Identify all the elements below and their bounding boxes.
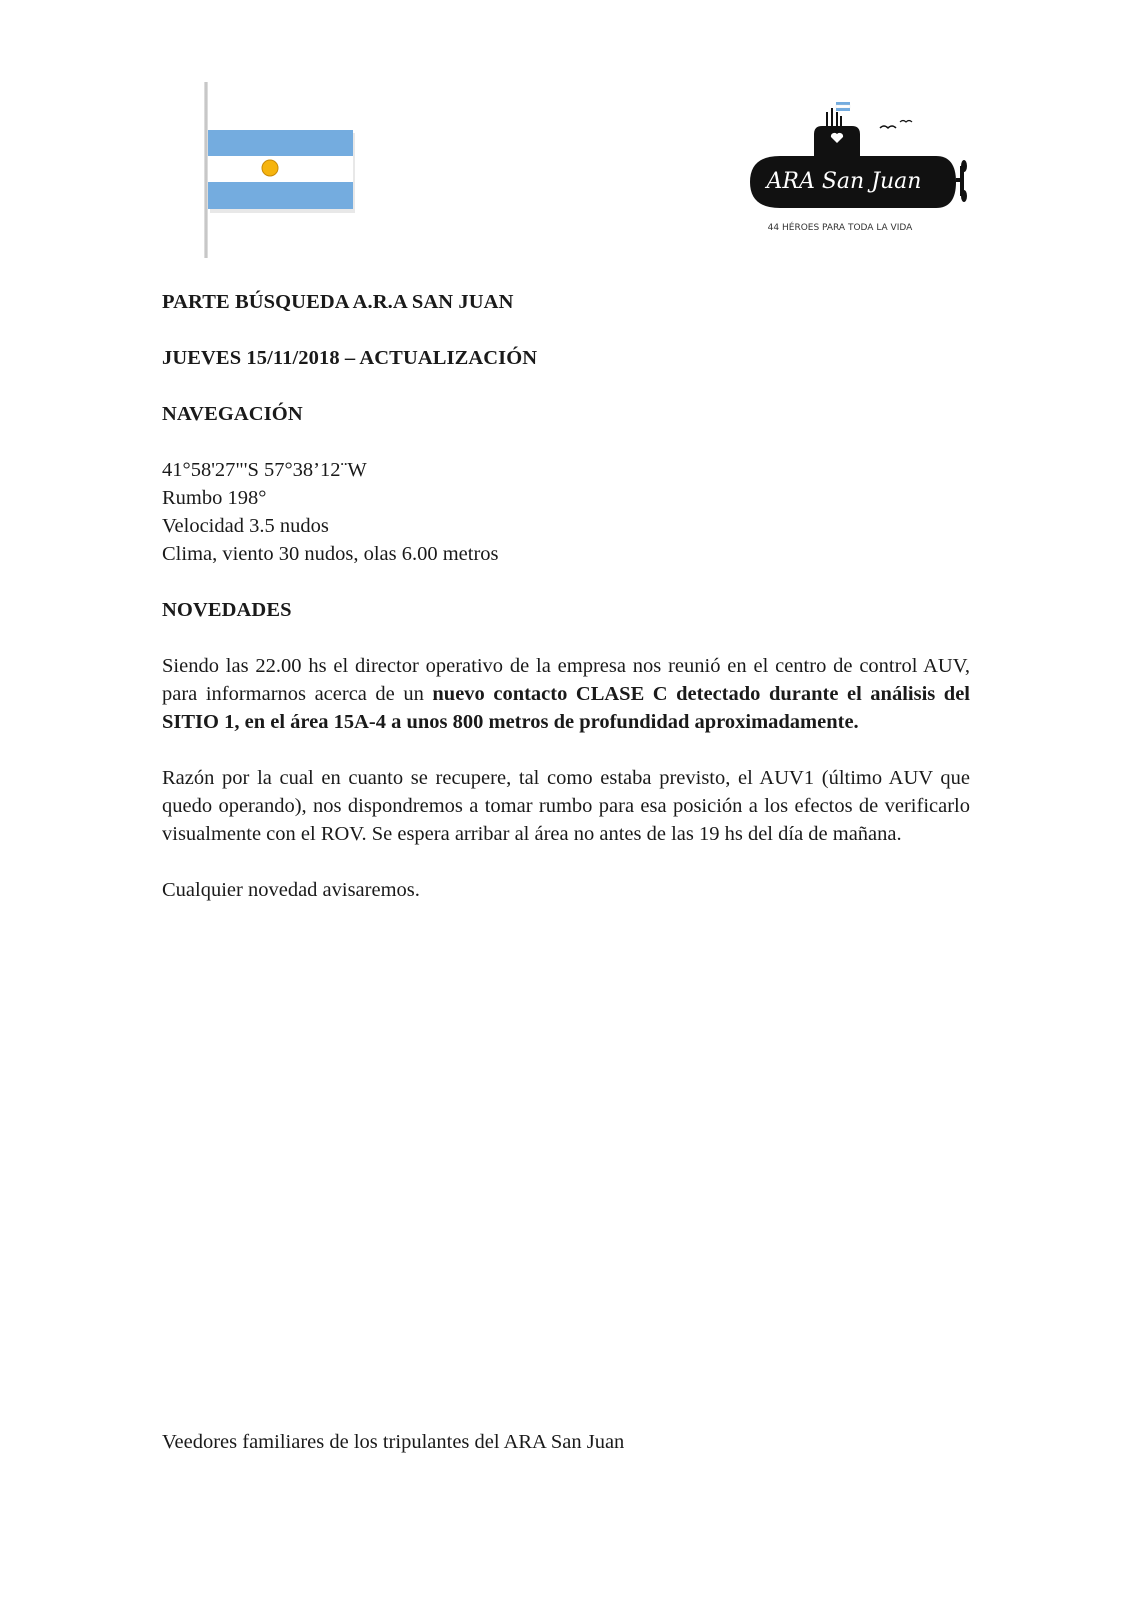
ara-san-juan-logo (740, 96, 980, 246)
logo-name: ARA San Juan (766, 169, 922, 194)
bird-icon (880, 126, 896, 128)
speed-value: Velocidad 3.5 nudos (162, 515, 329, 537)
position-coordinates: 41°58'27"'S 57°38’12¨W (162, 459, 367, 481)
sun-of-may-icon (262, 160, 278, 176)
paragraph-1-normal: Siendo las 22.00 hs el director operativo de la empresa nos reunió en el centro de control AUV, para informarnos acerca de un (162, 655, 970, 705)
novedades-paragraph-3: Cualquier novedad avisaremos. (162, 879, 420, 901)
novedades-paragraph-1 (162, 652, 970, 736)
paragraph-1-bold: nuevo contacto CLASE C detectado durante el análisis del SITIO 1, en el área 15A-4 a unos 800 metros de profundidad aproximadamente. (162, 683, 970, 733)
novedades-heading: NOVEDADES (162, 599, 292, 621)
date-line: JUEVES 15/11/2018 – ACTUALIZACIÓN (162, 347, 538, 369)
logo-tagline: 44 HÉROES PARA TODA LA VIDA (767, 223, 913, 233)
footer-signature: Veedores familiares de los tripulantes del ARA San Juan (162, 1431, 625, 1453)
document-body (162, 288, 970, 932)
flag-pole (204, 82, 208, 258)
heading-value: Rumbo 198° (162, 487, 267, 509)
novedades-paragraph-2: Razón por la cual en cuanto se recupere, tal como estaba previsto, el AUV1 (último AUV que quedo operando), nos dispondremos a tomar rumbo para esa posición a los efectos de verificarlo visualmente con el ROV. Se espera arribar al área no antes de las 19 hs del día de mañana. (162, 767, 970, 845)
document-title: PARTE BÚSQUEDA A.R.A SAN JUAN (162, 291, 514, 313)
weather-value: Clima, viento 30 nudos, olas 6.00 metros (162, 543, 499, 565)
flag-cloth (208, 130, 355, 213)
navigation-data (162, 456, 970, 568)
navegacion-heading: NAVEGACIÓN (162, 403, 303, 425)
argentina-flag (200, 82, 360, 258)
bird-icon (900, 121, 912, 123)
